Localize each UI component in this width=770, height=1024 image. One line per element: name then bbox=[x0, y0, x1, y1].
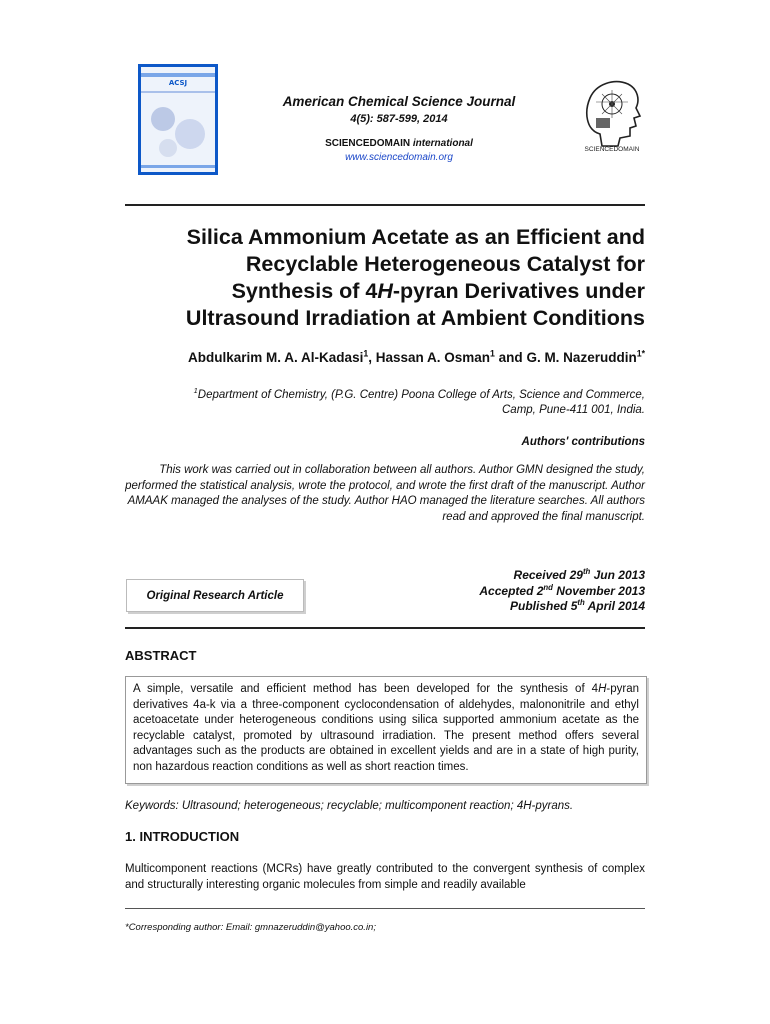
journal-title: American Chemical Science Journal bbox=[282, 94, 516, 109]
accepted-date: Accepted 2nd November 2013 bbox=[479, 582, 645, 598]
publication-dates bbox=[400, 568, 645, 615]
logo-text: SCIENCEDOMAIN bbox=[584, 146, 640, 152]
journal-cover-image bbox=[138, 64, 218, 175]
sciencedomain-logo bbox=[576, 72, 648, 152]
publisher-website-link[interactable]: www.sciencedomain.org bbox=[345, 152, 453, 163]
journal-volume: 4(5): 587-599, 2014 bbox=[350, 113, 448, 125]
contributions-heading: Authors' contributions bbox=[521, 436, 645, 448]
footnote-divider bbox=[125, 908, 645, 909]
abstract-heading: ABSTRACT bbox=[125, 648, 197, 663]
cover-title: ACSJ bbox=[168, 79, 188, 87]
header-divider bbox=[125, 204, 645, 206]
abstract-text: A simple, versatile and efficient method has been developed for the synthesis of 4H-pyran derivatives 4a-k via a three-component cyclocondensation of aldehydes, malononitrile and ethyl acetoacetate under heterogeneous conditions using silica supported ammonium acetate as the recyclable catalyst, promoted by ultrasound irradiation. The present method offers several advantages such as the products are obtained in excellent yields and are in a state of high purity, non hazardous reaction conditions as well as short reaction times. bbox=[125, 676, 647, 784]
contributions-text: This work was carried out in collaboration between all authors. Author GMN designed the study, performed the statistical analysis, wrote the protocol, and wrote the first draft of the manuscript. Author AMAAK managed the analyses of the study. Author HAO managed the literature searches. All authors read and approved the final manuscript. bbox=[125, 464, 645, 523]
affiliation: $^1$Department of Chemistry, (P.G. Centre) Poona College of Arts, Science and Commerce, Camp, Pune-411 001, India. bbox=[193, 386, 645, 416]
introduction-heading: 1. INTRODUCTION bbox=[125, 829, 240, 844]
author-list: Abdulkarim M. A. Al-Kadasi$^1$, Hassan A. Osman$^1$ and G. M. Nazeruddin$^{1*}$ bbox=[188, 348, 645, 365]
article-type-box: Original Research Article bbox=[126, 579, 304, 612]
dates-divider bbox=[125, 627, 645, 629]
keywords: Keywords: Ultrasound; heterogeneous; recyclable; multicomponent reaction; 4H-pyrans. bbox=[125, 800, 574, 812]
cover-band bbox=[141, 73, 215, 77]
paper-title: Silica Ammonium Acetate as an Efficient and Recyclable Heterogeneous Catalyst for Synthesis of 4H-pyran Derivatives under Ultrasound Irradiation at Ambient Conditions bbox=[185, 225, 645, 330]
received-date: Received 29th Jun 2013 bbox=[513, 567, 645, 582]
introduction-text: Multicomponent reactions (MCRs) have greatly contributed to the convergent synthesis of complex and structurally interesting organic molecules from simple and readily available bbox=[125, 863, 645, 891]
corresponding-author-footnote: *Corresponding author: Email: gmnazeruddin@yahoo.co.in; bbox=[125, 922, 376, 933]
published-date: Published 5th April 2014 bbox=[510, 598, 645, 613]
publisher-name: SCIENCEDOMAIN international bbox=[325, 138, 473, 149]
